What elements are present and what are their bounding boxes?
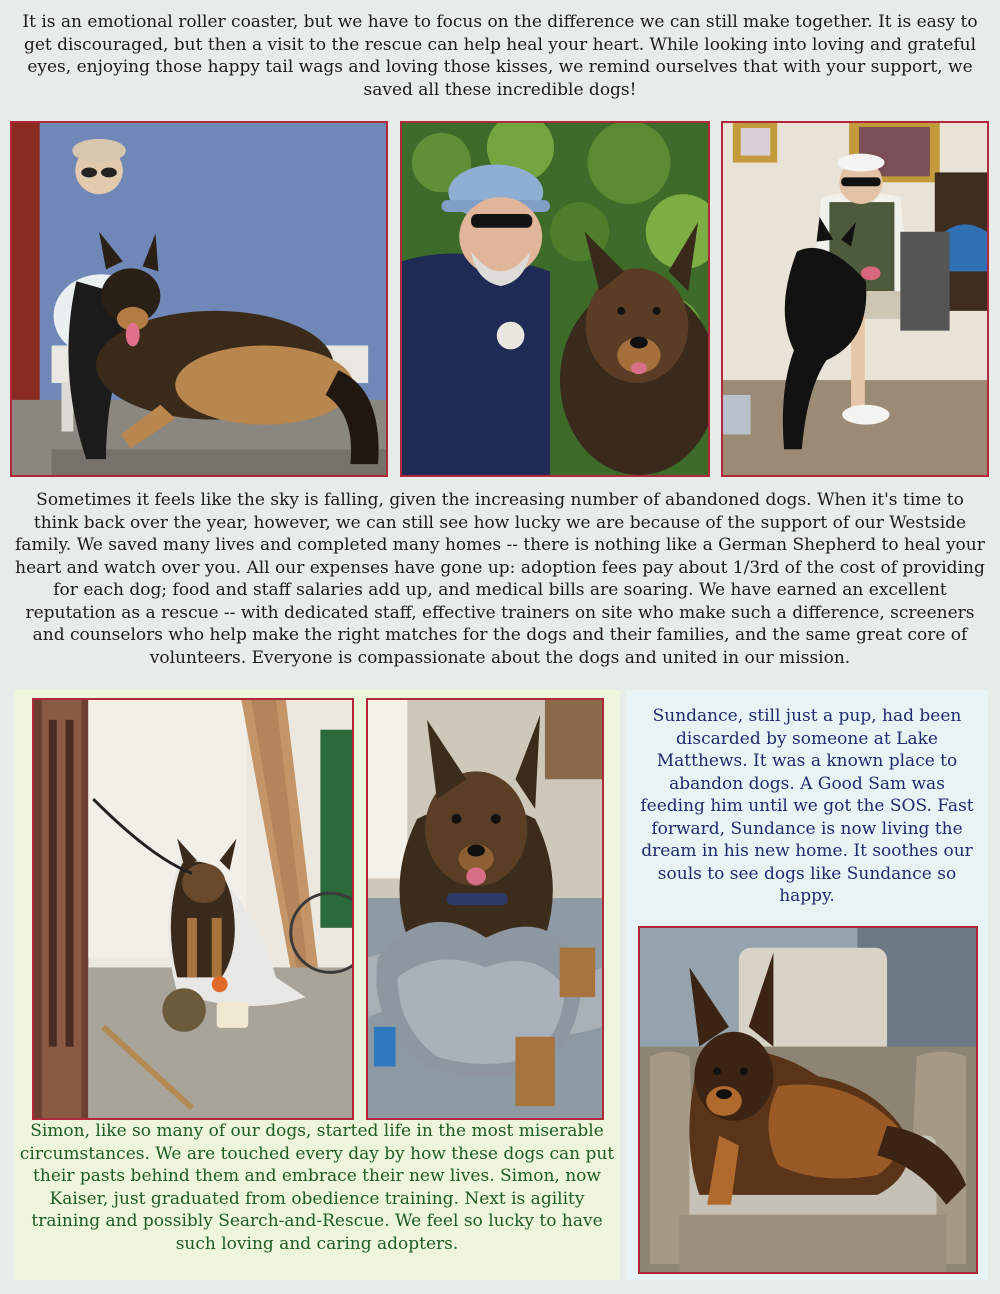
photo-woman-with-shepherd-on-bench bbox=[10, 121, 388, 477]
photo-simon-in-doorway bbox=[32, 698, 354, 1120]
middle-paragraph: Sometimes it feels like the sky is falling, given the increasing number of abandoned dogs. When it's time to think back over the year, however, we can still see how lucky we are because of the support of our Westside family. We saved many lives and completed many homes -- there is nothing like a German Shepherd to heal your heart and watch over you. All our expenses have gone up: adoption fees pay about 1/3rd of the cost of providing for each dog; food and staff salaries add up, and medical bills are soaring. We have earned an excellent reputation as a rescue -- with dedicated staff, effective trainers on site who make such a difference, screeners and counselors who help make the right matches for the dogs and their families, and the same great core of volunteers. Everyone is compassionate about the dogs and united in our mission. bbox=[15, 490, 985, 668]
simon-story-text: Simon, like so many of our dogs, started life in the most miserable circumstances. We are touched every day by how these dogs can put their pasts behind them and embrace their new lives. Simon, now Kaiser, just graduated from obedience training. Next is agility training and possibly Search-and-Rescue. We feel so lucky to have such loving and caring adopters. bbox=[19, 1121, 615, 1254]
photo-simon-with-plush-toy bbox=[366, 698, 604, 1120]
sundance-story-text: Sundance, still just a pup, had been discarded by someone at Lake Matthews. It was a known place to abandon dogs. A Good Sam was feeding him until we got the SOS. Fast forward, Sundance is now living the dream in his new home. It soothes our souls to see dogs like Sundance so happy. bbox=[640, 706, 974, 906]
photo-woman-with-black-shepherd-in-office bbox=[721, 121, 989, 477]
intro-paragraph: It is an emotional roller coaster, but we have to focus on the difference we can still make together. It is easy to get discouraged, but then a visit to the rescue can help heal your heart. While looking into loving and grateful eyes, enjoying those happy tail wags and loving those kisses, we remind ourselves that with your support, we saved all these incredible dogs! bbox=[22, 12, 978, 100]
photo-sundance-on-patio-chair bbox=[638, 926, 978, 1274]
photo-man-in-cap-with-shepherd bbox=[400, 121, 710, 477]
sundance-story-panel bbox=[626, 690, 988, 1280]
simon-story-panel bbox=[14, 690, 620, 1280]
